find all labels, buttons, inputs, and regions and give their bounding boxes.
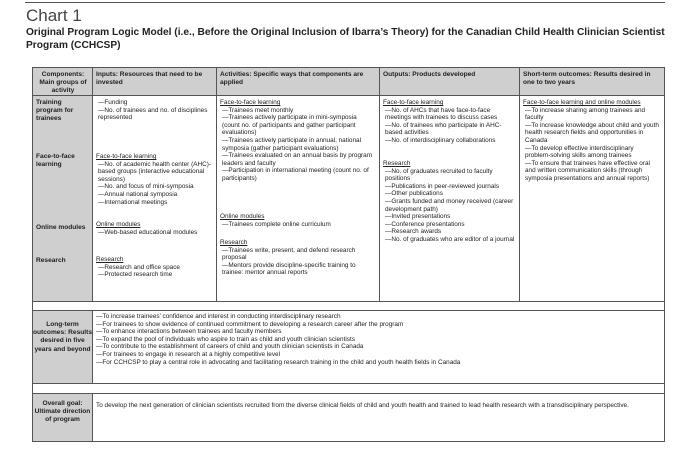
activity-item: —Participation in international meeting (count no. of participants) <box>222 167 369 182</box>
input-item: —No. of trainees and no. of disciplines represented <box>98 106 208 122</box>
activity-item: —Trainees complete online curriculum <box>222 220 331 228</box>
output-item: —No. of trainees who participate in AHC-based activities <box>385 121 502 137</box>
short-term-title: Face-to-face learning and online modules <box>523 99 641 106</box>
spacer-row <box>33 302 664 310</box>
top-rule <box>25 2 665 3</box>
component-training: Training program for trainees <box>36 99 74 123</box>
chart-title: Original Program Logic Model (i.e., Before the Original Inclusion of Ibarra’s Theory) for the Canadian Child Health Clinician Scientist Program (CCHCSP) <box>26 27 665 51</box>
long-term-list <box>93 311 664 383</box>
input-item: —International meetings <box>98 198 168 206</box>
output-item: —Invited presentations <box>385 213 451 221</box>
short-term-item: —To increase knowledge about child and youth health research fields and opportunities in Canada <box>525 121 659 144</box>
output-item: —Publications in peer-reviewed journals <box>385 182 500 190</box>
output-item: —No. of AHCs that have face-to-face meetings with trainees to discuss cases <box>385 106 498 122</box>
input-item: —Web-based educational modules <box>98 228 198 236</box>
input-item: —No. of academic health center (AHC)-based groups (interactive educational sessions) <box>98 160 211 183</box>
outputs-research-title: Research <box>383 160 411 167</box>
activities-face-title: Face-to-face learning <box>220 99 281 106</box>
input-item: —Protected research time <box>98 271 173 279</box>
input-item: —Annual national symposia <box>98 190 178 198</box>
inputs-research-title: Research <box>96 256 124 263</box>
activities-column <box>217 96 380 301</box>
long-term-label: Long-term outcomes: Results desired in five years and beyond <box>33 311 93 383</box>
activity-item: —Trainees actively participate in mini-symposia (count no. of participants and gather participant evaluations) <box>222 114 357 137</box>
header-short-term: Short-term outcomes: Results desired in one to two years <box>520 68 664 96</box>
long-term-item: —To enhance interactions between trainees and faculty members <box>96 328 282 336</box>
activity-item: —Trainees actively participate in annual, national symposia (gather participant evaluations) <box>222 136 362 152</box>
inputs-online-title: Online modules <box>96 221 141 228</box>
overall-goal-text: To develop the next generation of clinician scientists recruited from the diverse clinical fields of child and youth health and trained to lead health research with a transdisciplinary perspective. <box>96 402 629 409</box>
long-term-item: —For CCHCSP to play a central role in advocating and facilitating research training in the child and youth health fields in Canada <box>96 358 461 366</box>
output-item: —No. of graduates recruited to faculty positions <box>385 167 493 183</box>
input-item: —Funding <box>98 99 128 106</box>
header-activities: Activities: Specific ways that components are applied <box>217 68 380 96</box>
output-item: —No. of interdisciplinary collaborations <box>385 136 496 144</box>
input-item: —No. and focus of mini-symposia <box>98 183 194 191</box>
output-item: —No. of graduates who are editor of a journal <box>385 235 515 243</box>
chart-label: Chart 1 <box>26 6 82 25</box>
spacer-row <box>33 384 664 393</box>
components-column <box>33 96 93 301</box>
outputs-column <box>380 96 520 301</box>
header-outputs: Outputs: Products developed <box>380 68 520 96</box>
component-face-to-face: Face-to-face learning <box>36 153 75 169</box>
output-item: —Other publications <box>385 190 443 198</box>
outputs-face-title: Face-to-face learning <box>383 99 444 106</box>
activity-item: —Trainees meet monthly <box>222 106 294 114</box>
component-online: Online modules <box>36 224 86 231</box>
long-term-item: —To contribute to the establishment of careers of child and youth clinician scientists in Canada <box>96 343 364 351</box>
inputs-face-title: Face-to-face learning <box>96 153 157 160</box>
long-term-item: —For trainees to show evidence of continued commitment to developing a research career after the program <box>96 320 404 328</box>
component-research: Research <box>36 257 66 264</box>
short-term-item: —To develop effective interdisciplinary problem-solving skills among trainees <box>525 144 634 160</box>
short-term-item: —To increase sharing among trainees and faculty <box>525 106 646 122</box>
output-item: —Research awards <box>385 228 442 236</box>
activity-item: —Mentors provide discipline-specific training to trainee: mentor annual reports <box>222 261 356 277</box>
input-item: —Research and office space <box>98 263 180 271</box>
header-inputs: Inputs: Resources that need to be invested <box>93 68 217 96</box>
activity-item: —Trainees write, present, and defend research proposal <box>222 246 356 262</box>
header-components: Components: Main groups of activity <box>33 68 93 96</box>
inputs-column <box>93 96 217 301</box>
overall-goal-label: Overall goal: Ultimate direction of program <box>33 394 93 441</box>
output-item: —Grants funded and money received (career development path) <box>385 197 514 213</box>
activities-online-title: Online modules <box>220 213 265 220</box>
activity-item: —Trainees evaluated on an annual basis by program leaders and faculty <box>222 152 373 167</box>
long-term-item: —To increase trainees’ confidence and interest in conducting interdisciplinary research <box>96 313 341 320</box>
short-term-item: —To ensure that trainees have effective oral and written communication skills (through symposia presentations and annual reports) <box>525 159 650 182</box>
output-item: —Conference presentations <box>385 220 465 228</box>
long-term-item: —To expand the pool of individuals who aspire to train as child and youth clinician scientists <box>96 335 355 343</box>
logic-model-table <box>32 67 665 442</box>
short-term-column <box>520 96 664 301</box>
long-term-item: —For trainees to engage in research at a highly competitive level <box>96 350 281 358</box>
activities-research-title: Research <box>220 239 248 246</box>
